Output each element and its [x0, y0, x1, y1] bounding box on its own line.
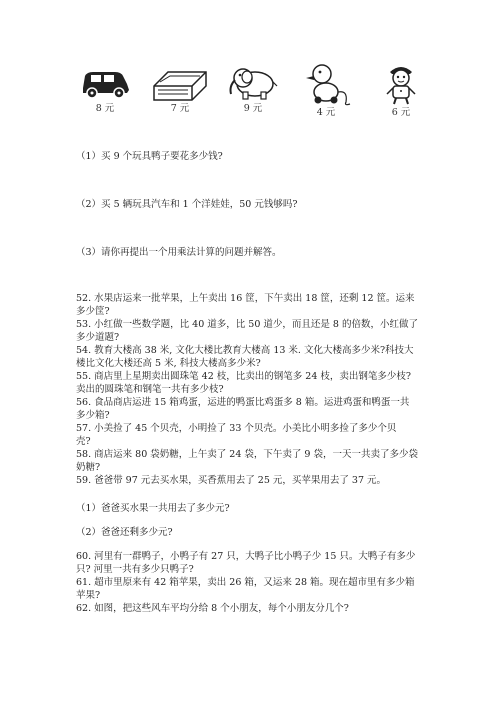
problem-line: 壳? — [76, 436, 91, 447]
pencil-box-item — [145, 62, 215, 115]
doll-item — [366, 62, 436, 119]
toy-elephant-item — [218, 62, 288, 115]
problem-line: 54. 教育大楼高 38 米, 文化大楼比教育大楼高 13 米. 文化大楼高多少米?科技大 — [76, 345, 414, 356]
problem-line: 多少道题? — [76, 332, 120, 343]
fruit-question-1: （1）爸爸买水果一共用去了多少元? — [76, 503, 230, 514]
problem-line: 62. 如图，把这些风车平均分给 8 个小朋友，每个小朋友分几个? — [76, 603, 349, 614]
toy-car-price: 8 元 — [95, 103, 115, 114]
problem-line: 楼比文化大楼还高 5 米, 科技大楼高多少米? — [76, 358, 261, 369]
toy-question-2: （2）买 5 辆玩具汽车和 1 个洋娃娃，50 元钱够吗? — [76, 199, 298, 210]
doll-icon — [376, 62, 426, 106]
problem-line: 多少筐? — [76, 306, 110, 317]
problem-line: 55. 商店里上星期卖出圆珠笔 42 枝，比卖出的钢笔多 24 枝，卖出钢笔多少枝? — [76, 371, 411, 382]
problem-line: 卖出的圆珠笔和钢笔一共有多少枝? — [76, 384, 224, 395]
toy-question-1: （1）买 9 个玩具鸭子要花多少钱? — [76, 151, 223, 162]
problem-line: 奶糖? — [76, 462, 101, 473]
problem-line: 52. 水果店运来一批苹果，上午卖出 16 筐，下午卖出 18 筐，还剩 12 筐。运来 — [76, 293, 415, 304]
problem-line: 61. 超市里原来有 42 箱苹果，卖出 26 箱，又运来 28 箱。现在超市里有多少箱 — [76, 577, 415, 588]
problem-line: 只? 河里一共有多少只鸭子? — [76, 564, 194, 575]
toy-duck-item — [291, 62, 361, 119]
toy-car-icon — [77, 62, 133, 102]
problem-line: 53. 小红做一些数学题，比 40 道多，比 50 道少，而且还是 8 的倍数，小红做了 — [76, 319, 418, 330]
problem-line: 60. 河里有一群鸭子，小鸭子有 27 只，大鸭子比小鸭子少 15 只。大鸭子有多少 — [76, 551, 416, 562]
toy-car-item — [70, 62, 140, 115]
problem-line: 多少箱? — [76, 410, 110, 421]
problem-line: 56. 食品商店运进 15 箱鸡蛋，运进的鸭蛋比鸡蛋多 8 箱。运进鸡蛋和鸭蛋一共 — [76, 397, 410, 408]
pencil-box-price: 7 元 — [170, 103, 190, 114]
toy-duck-price: 4 元 — [316, 107, 336, 118]
toy-question-3: （3）请你再提出一个用乘法计算的问题并解答。 — [76, 247, 282, 258]
toy-elephant-price: 9 元 — [243, 103, 263, 114]
toy-duck-icon — [298, 62, 354, 106]
doll-price: 6 元 — [391, 107, 411, 118]
pencil-box-icon — [150, 62, 210, 102]
problem-list-52-59 — [76, 292, 438, 487]
toy-price-row — [70, 62, 430, 124]
problem-line: 苹果? — [76, 590, 101, 601]
problem-list-60-62 — [76, 550, 438, 615]
toy-elephant-icon — [225, 62, 281, 102]
problem-line: 57. 小美捡了 45 个贝壳，小明捡了 33 个贝壳。小美比小明多捡了多少个贝 — [76, 423, 397, 434]
problem-line: 58. 商店运来 80 袋奶糖，上午卖了 24 袋，下午卖了 9 袋，一天一共卖了多少袋 — [76, 449, 418, 460]
fruit-question-2: （2）爸爸还剩多少元? — [76, 527, 173, 538]
problem-line: 59. 爸爸带 97 元去买水果，买香蕉用去了 25 元，买苹果用去了 37 元。 — [76, 475, 387, 486]
